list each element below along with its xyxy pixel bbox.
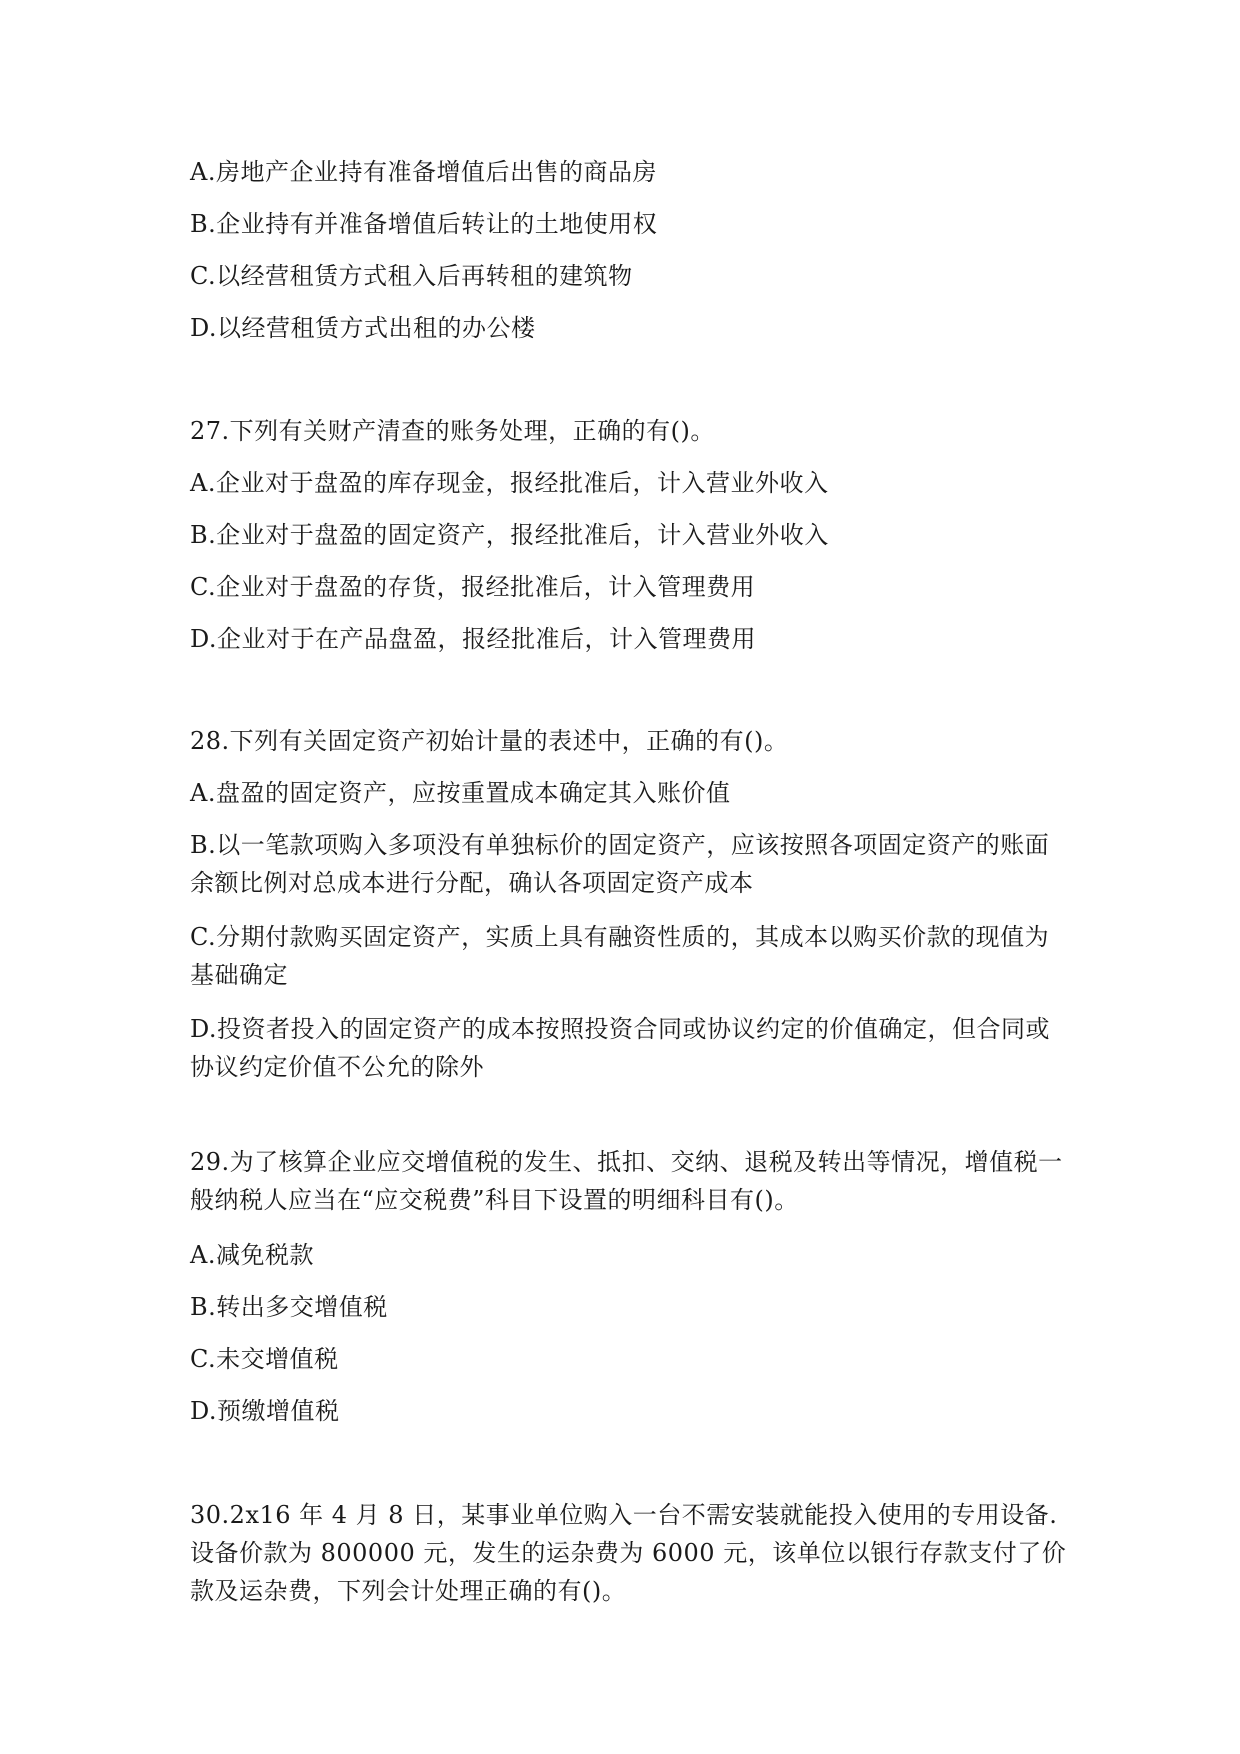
q26-option-b: B.企业持有并准备增值后转让的土地使用权 [190,210,658,238]
q27-stem: 27.下列有关财产清查的账务处理，正确的有()。 [190,417,715,445]
q30-stem: 30.2x16 年 4 月 8 日，某事业单位购入一台不需安装就能投入使用的专用设备.设备价款为 800000 元，发生的运杂费为 6000 元，该单位以银行存款支付了价款及运杂费，下列会计处理正确的有()。 [190,1501,1067,1605]
q26-option-d: D.以经营租赁方式出租的办公楼 [190,314,536,342]
q29-option-a: A.减免税款 [190,1241,314,1269]
q29-option-c: C.未交增值税 [190,1345,339,1373]
q28-stem: 28.下列有关固定资产初始计量的表述中，正确的有()。 [190,727,789,755]
q29-stem: 29.为了核算企业应交增值税的发生、抵扣、交纳、退税及转出等情况，增值税一般纳税人应当在“应交税费”科目下设置的明细科目有()。 [190,1148,1063,1214]
q26-option-a: A.房地产企业持有准备增值后出售的商品房 [190,158,657,186]
q29-option-d: D.预缴增值税 [190,1397,340,1425]
q28-option-d: D.投资者投入的固定资产的成本按照投资合同或协议约定的价值确定，但合同或协议约定价值不公允的除外 [190,1015,1051,1081]
q28-option-a: A.盘盈的固定资产，应按重置成本确定其入账价值 [190,779,731,807]
q28-option-c: C.分期付款购买固定资产，实质上具有融资性质的，其成本以购买价款的现值为基础确定 [190,923,1050,989]
q28-option-b: B.以一笔款项购入多项没有单独标价的固定资产，应该按照各项固定资产的账面余额比例对总成本进行分配，确认各项固定资产成本 [190,831,1050,897]
q26-option-c: C.以经营租赁方式租入后再转租的建筑物 [190,262,633,290]
q27-option-c: C.企业对于盘盈的存货，报经批准后，计入管理费用 [190,573,756,601]
q27-option-d: D.企业对于在产品盘盈，报经批准后，计入管理费用 [190,625,757,653]
q29-option-b: B.转出多交增值税 [190,1293,388,1321]
q27-option-b: B.企业对于盘盈的固定资产，报经批准后，计入营业外收入 [190,521,829,549]
q27-option-a: A.企业对于盘盈的库存现金，报经批准后，计入营业外收入 [190,469,829,497]
